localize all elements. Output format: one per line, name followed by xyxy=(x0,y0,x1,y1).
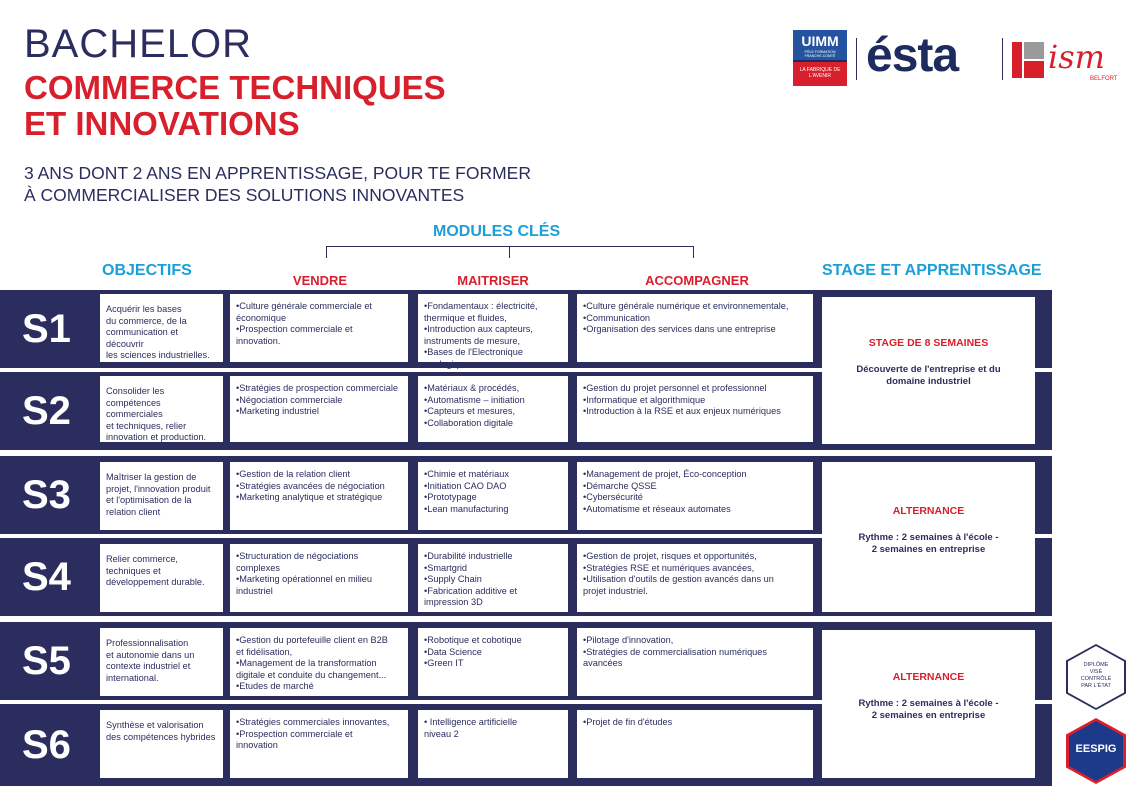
semester-label: S1 xyxy=(22,307,71,351)
alternance-box-title: ALTERNANCE xyxy=(892,671,965,683)
vendre-text: •Stratégies de prospection commerciale •Négociation commerciale •Marketing industriel xyxy=(236,383,399,417)
vendre-text: •Culture générale commerciale et économique •Prospection commerciale et innovation. xyxy=(236,301,372,346)
maitriser-cell xyxy=(418,544,568,612)
maitriser-text: •Fondamentaux : électricité, thermique et fluides, •Introduction aux capteurs, instruments de mesure, •Bases de l'Electronique analogique xyxy=(424,301,538,369)
objective-text: Maîtriser la gestion de projet, l'innovation produit et l'optimisation de la relation client xyxy=(106,472,211,517)
semester-label: S2 xyxy=(22,389,71,433)
accompagner-text: •Culture générale numérique et environnementale, •Communication •Organisation des services dans une entreprise xyxy=(583,301,789,335)
accompagner-text: •Projet de fin d'études xyxy=(583,717,673,727)
logo-separator xyxy=(856,38,857,80)
vendre-text: •Structuration de négociations complexes •Marketing opérationnel en milieu industriel xyxy=(236,551,373,596)
stage-box-text: Découverte de l'entreprise et du domaine industriel xyxy=(856,364,1001,387)
ism-belfort-logo xyxy=(1012,38,1117,84)
maitriser-text: •Durabilité industrielle •Smartgrid •Supply Chain •Fabrication additive et impression 3D xyxy=(424,551,518,608)
accompagner-text: •Gestion de projet, risques et opportunités, •Stratégies RSE et numériques avancées, •Utilisation d'outils de gestion avancés dans un projet industriel. xyxy=(583,551,774,596)
alternance-box-title: ALTERNANCE xyxy=(892,505,965,517)
accompagner-cell xyxy=(577,628,813,696)
stage-box xyxy=(822,297,1035,444)
alternance-box xyxy=(822,462,1035,612)
maitriser-cell xyxy=(418,462,568,530)
maitriser-text: • Intelligence artificielle niveau 2 xyxy=(424,717,518,739)
semester-label: S4 xyxy=(22,555,71,599)
alternance-box-text: Rythme : 2 semaines à l'école - 2 semaines en entreprise xyxy=(858,532,999,555)
accompagner-cell xyxy=(577,376,813,442)
badge-text: EESPIG xyxy=(1075,743,1117,755)
objectifs-heading: OBJECTIFS xyxy=(102,262,192,279)
vendre-text: •Stratégies commerciales innovantes, •Prospection commerciale et innovation xyxy=(236,717,390,751)
accompagner-heading: ACCOMPAGNER xyxy=(645,273,749,288)
page-title-bachelor: BACHELOR xyxy=(24,22,253,66)
maitriser-heading: MAITRISER xyxy=(457,273,529,288)
accompagner-cell xyxy=(577,710,813,778)
page-title-program: COMMERCE TECHNIQUES ET INNOVATIONS xyxy=(24,69,446,142)
objective-cell xyxy=(100,462,223,530)
accompagner-cell xyxy=(577,544,813,612)
page-subtitle: 3 ANS DONT 2 ANS EN APPRENTISSAGE, POUR TE FORMER À COMMERCIALISER DES SOLUTIONS INNOVANTES xyxy=(24,163,531,205)
maitriser-text: •Robotique et cobotique •Data Science •Green IT xyxy=(424,635,522,669)
accompagner-cell xyxy=(577,462,813,530)
objective-text: Acquérir les bases du commerce, de la communication et découvrir les sciences industrielles. xyxy=(106,304,210,361)
logo-separator xyxy=(1002,38,1003,80)
alternance-box-text: Rythme : 2 semaines à l'école - 2 semaines en entreprise xyxy=(858,698,999,721)
accompagner-text: •Gestion du projet personnel et professionnel •Informatique et algorithmique •Introduction à la RSE et aux enjeux numériques xyxy=(583,383,781,417)
ism-logo-text: ism xyxy=(1048,38,1105,76)
stage-box-title: STAGE DE 8 SEMAINES xyxy=(868,337,989,349)
maitriser-cell xyxy=(418,710,568,778)
alternance-box xyxy=(822,630,1035,778)
objective-text: Professionnalisation et autonomie dans un contexte industriel et international. xyxy=(106,638,195,683)
vendre-cell xyxy=(230,462,408,530)
badge-text: DIPLÔME VISÉ CONTRÔLÉ PAR L'ÉTAT xyxy=(1080,662,1112,689)
uimm-logo-subtext: PÔLE FORMATION FRANCHE-COMTÉ xyxy=(804,50,836,58)
uimm-logo-tagline: LA FABRIQUE DE L'AVENIR xyxy=(793,62,847,86)
objective-cell xyxy=(100,710,223,778)
objective-cell xyxy=(100,376,223,442)
ism-logo-city: BELFORT xyxy=(1090,76,1118,82)
semester-label: S5 xyxy=(22,639,71,683)
vendre-cell xyxy=(230,376,408,442)
objective-cell xyxy=(100,544,223,612)
vendre-cell xyxy=(230,710,408,778)
modules-bracket xyxy=(326,246,694,258)
maitriser-text: •Matériaux & procédés, •Automatisme – initiation •Capteurs et mesures, •Collaboration digitale xyxy=(424,383,525,428)
vendre-cell xyxy=(230,294,408,362)
stage-heading: STAGE ET APPRENTISSAGE xyxy=(822,262,1042,279)
objective-cell xyxy=(100,628,223,696)
objective-text: Consolider les compétences commerciales et techniques, relier innovation et production. xyxy=(106,386,207,443)
maitriser-cell xyxy=(418,376,568,442)
objective-cell xyxy=(100,294,223,362)
accompagner-cell xyxy=(577,294,813,362)
esta-logo: ésta xyxy=(866,29,959,82)
vendre-cell xyxy=(230,628,408,696)
accompagner-text: •Management de projet, Éco-conception •Démarche QSSE •Cybersécurité •Automatisme et réseaux automates xyxy=(583,469,747,514)
uimm-logo xyxy=(793,30,847,86)
maitriser-cell xyxy=(418,628,568,696)
modules-bracket-tick xyxy=(509,246,510,258)
vendre-text: •Gestion du portefeuille client en B2B et fidélisation, •Management de la transformation digitale et conduite du changement... •Etudes de marché xyxy=(236,635,388,692)
maitriser-cell xyxy=(418,294,568,369)
semester-label: S3 xyxy=(22,473,71,517)
vendre-heading: VENDRE xyxy=(292,273,348,288)
accompagner-text: •Pilotage d'innovation, •Stratégies de commercialisation numériques avancées xyxy=(583,635,767,669)
uimm-logo-text: UIMM xyxy=(793,30,847,60)
vendre-cell xyxy=(230,544,408,612)
objective-text: Relier commerce, techniques et développement durable. xyxy=(106,554,205,588)
vendre-text: •Gestion de la relation client •Stratégies avancées de négociation •Marketing analytique et stratégique xyxy=(236,469,385,503)
modules-heading: MODULES CLÉS xyxy=(433,223,561,240)
maitriser-text: •Chimie et matériaux •Initiation CAO DAO •Prototypage •Lean manufacturing xyxy=(424,469,509,514)
objective-text: Synthèse et valorisation des compétences hybrides xyxy=(106,720,216,742)
semester-label: S6 xyxy=(22,723,71,767)
